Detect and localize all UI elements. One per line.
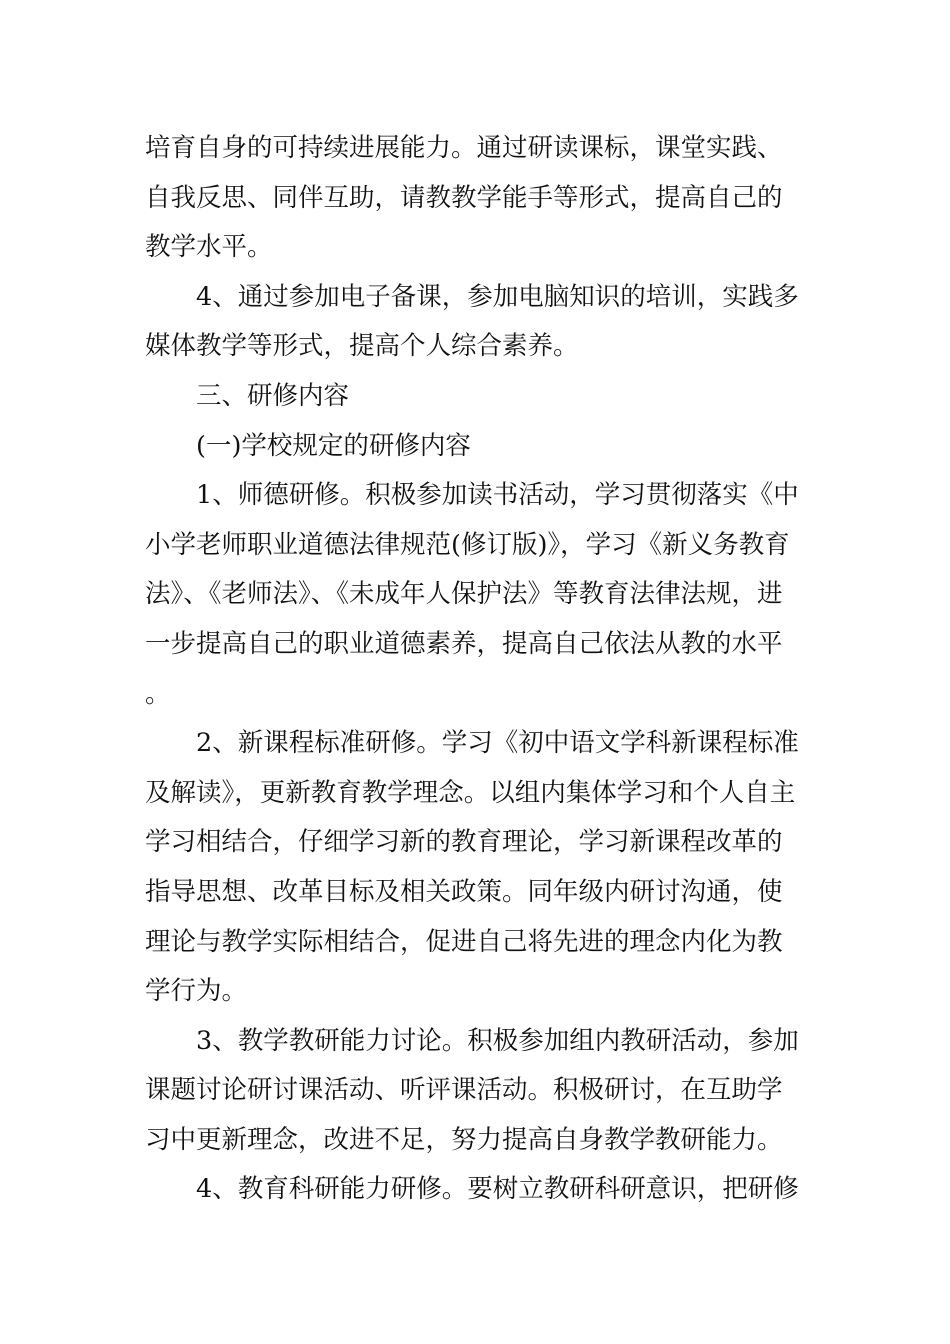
paragraph-item-4-education-research: 4、教育科研能力研修。要树立教研科研意识，把研修 xyxy=(196,1174,799,1205)
paragraph-item-3-teaching-research: 3、教学教研能力讨论。积极参加组内教研活动，参加课题讨论研讨课活动、听评课活动。积极研讨，在互助学习中更新理念，改进不足，努力提高自身教学教研能力。 xyxy=(145,1025,799,1155)
subsection-heading-school-content: (一)学校规定的研修内容 xyxy=(196,430,471,461)
section-heading-research-content: 三、研修内容 xyxy=(196,380,350,411)
paragraph-item-4-electronic-lessons: 4、通过参加电子备课，参加电脑知识的培训，实践多媒体教学等形式，提高个人综合素养。 xyxy=(145,281,799,362)
document-body xyxy=(145,124,805,1215)
paragraph-continuation: 培育自身的可持续进展能力。通过研读课标，课堂实践、自我反思、同伴互助，请教教学能手等形式，提高自己的教学水平。 xyxy=(145,133,783,263)
paragraph-item-1-ethics: 1、师德研修。积极参加读书活动，学习贯彻落实《中小学老师职业道德法律规范(修订版)》，学习《新义务教育法》、《老师法》、《未成年人保护法》等教育法律法规，进一步提高自己的职业道德素养，提高自己依法从教的水平。 xyxy=(145,480,799,709)
paragraph-item-2-curriculum: 2、新课程标准研修。学习《初中语文学科新课程标准及解读》，更新教育教学理念。以组内集体学习和个人自主学习相结合，仔细学习新的教育理论，学习新课程改革的指导思想、改革目标及相关政策。同年级内研讨沟通，使理论与教学实际相结合，促进自己将先进的理念内化为教学行为。 xyxy=(145,728,799,1007)
